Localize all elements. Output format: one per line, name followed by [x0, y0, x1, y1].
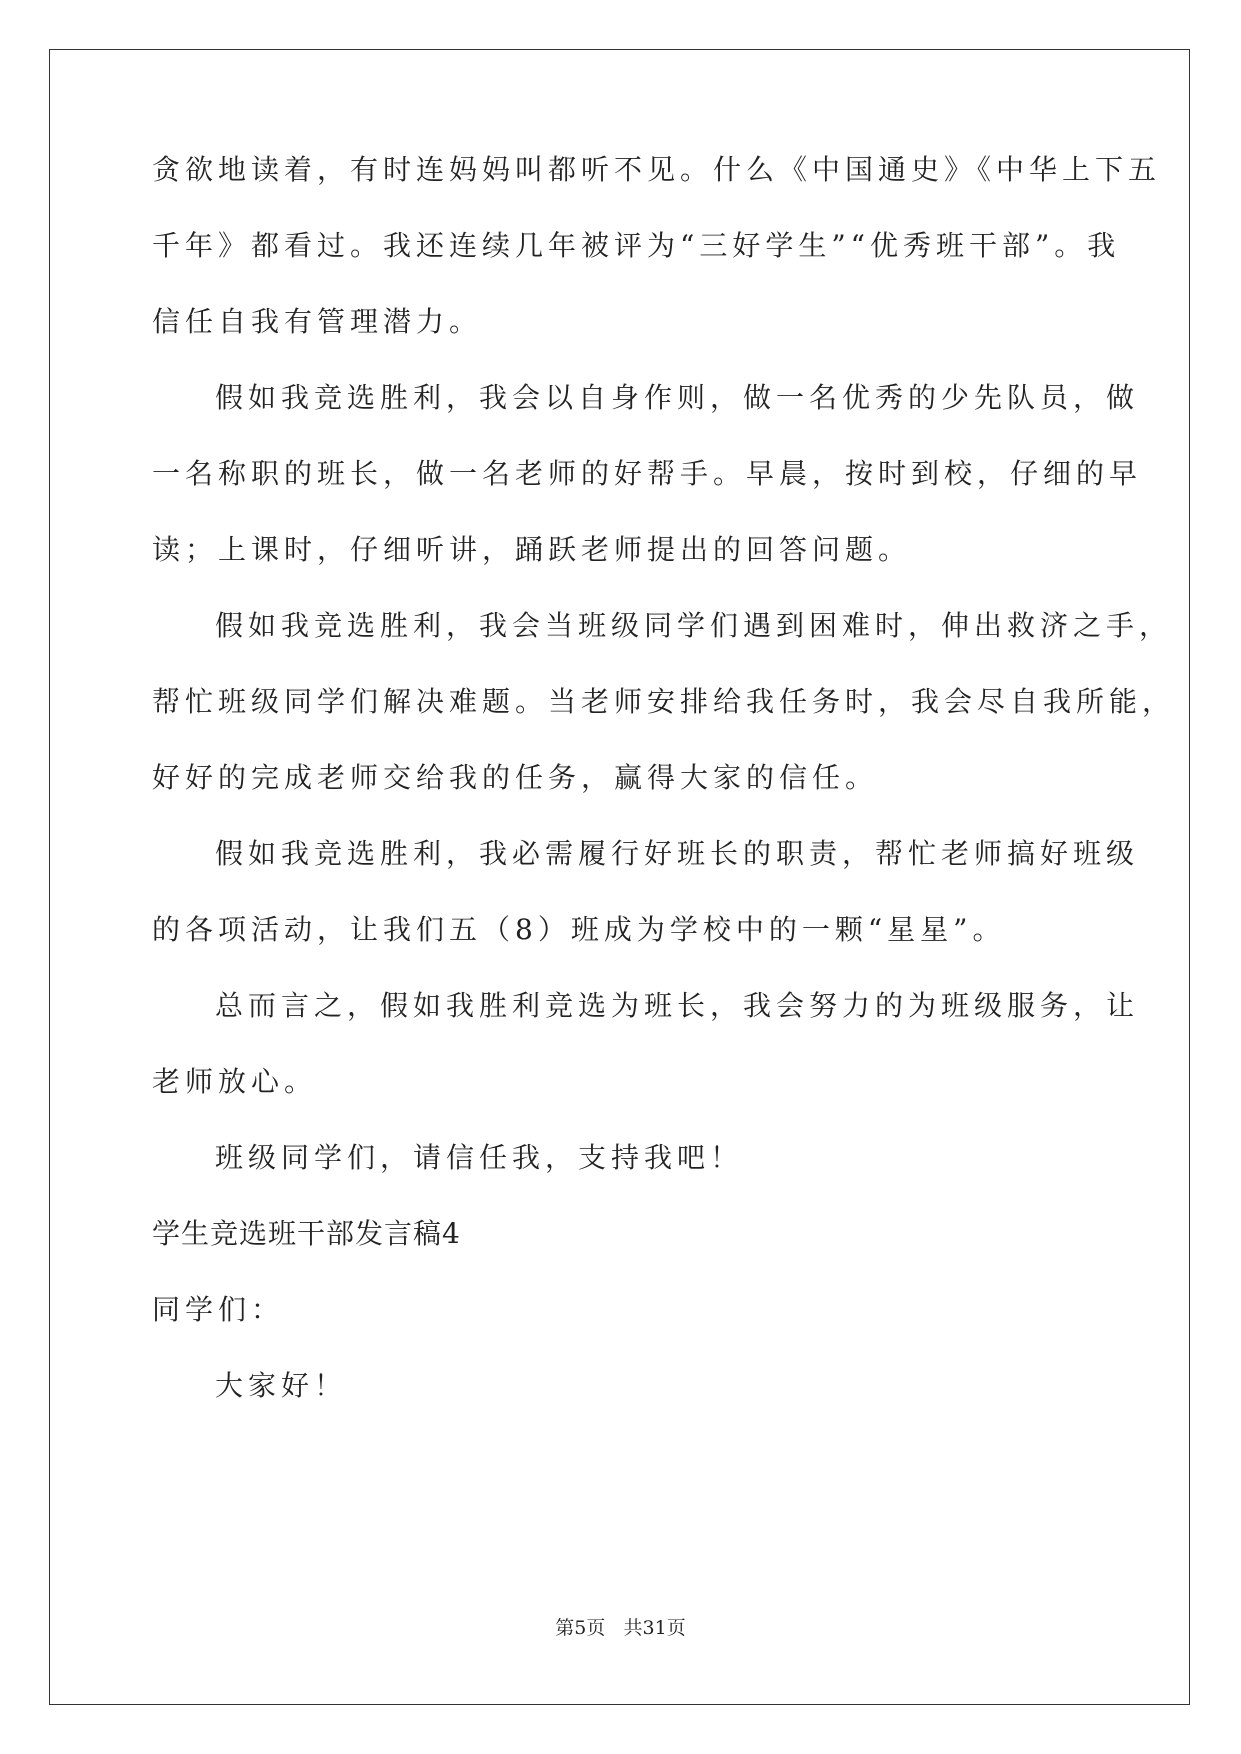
paragraph-1-line-2: 一名称职的班长，做一名老师的好帮手。早晨，按时到校，仔细的早 — [152, 457, 1143, 490]
paragraph-4-line-1: 总而言之，假如我胜利竞选为班长，我会努力的为班级服务，让 — [215, 989, 1140, 1022]
paragraph-2-line-3: 好好的完成老师交给我的任务，赢得大家的信任。 — [152, 761, 879, 794]
body-line-3: 信任自我有管理潜力。 — [152, 305, 483, 338]
paragraph-4-line-2: 老师放心。 — [152, 1065, 318, 1098]
paragraph-3-line-1: 假如我竞选胜利，我必需履行好班长的职责，帮忙老师搞好班级 — [215, 837, 1140, 870]
paragraph-1-line-3: 读；上课时，仔细听讲，踊跃老师提出的回答问题。 — [152, 533, 912, 566]
page-number: 第5页 — [555, 1617, 606, 1639]
page-border — [49, 49, 1190, 1705]
paragraph-2-line-2: 帮忙班级同学们解决难题。当老师安排给我任务时，我会尽自我所能， — [152, 685, 1176, 718]
page-total: 共31页 — [623, 1617, 686, 1639]
salutation: 同学们： — [152, 1293, 285, 1326]
page-footer — [0, 1616, 1241, 1640]
paragraph-1-line-1: 假如我竞选胜利，我会以自身作则，做一名优秀的少先队员，做 — [215, 381, 1140, 414]
closing-line: 班级同学们，请信任我，支持我吧！ — [215, 1141, 744, 1174]
section-title: 学生竞选班干部发言稿4 — [152, 1217, 461, 1250]
greeting: 大家好！ — [215, 1369, 348, 1402]
paragraph-3-line-2: 的各项活动，让我们五（8）班成为学校中的一颗“星星”。 — [152, 913, 1006, 946]
body-line-2: 千年》都看过。我还连续几年被评为“三好学生”“优秀班干部”。我 — [152, 229, 1121, 262]
body-line-1: 贪欲地读着，有时连妈妈叫都听不见。什么《中国通史》《中华上下五 — [152, 153, 1162, 186]
paragraph-2-line-1: 假如我竞选胜利，我会当班级同学们遇到困难时，伸出救济之手， — [215, 609, 1173, 642]
